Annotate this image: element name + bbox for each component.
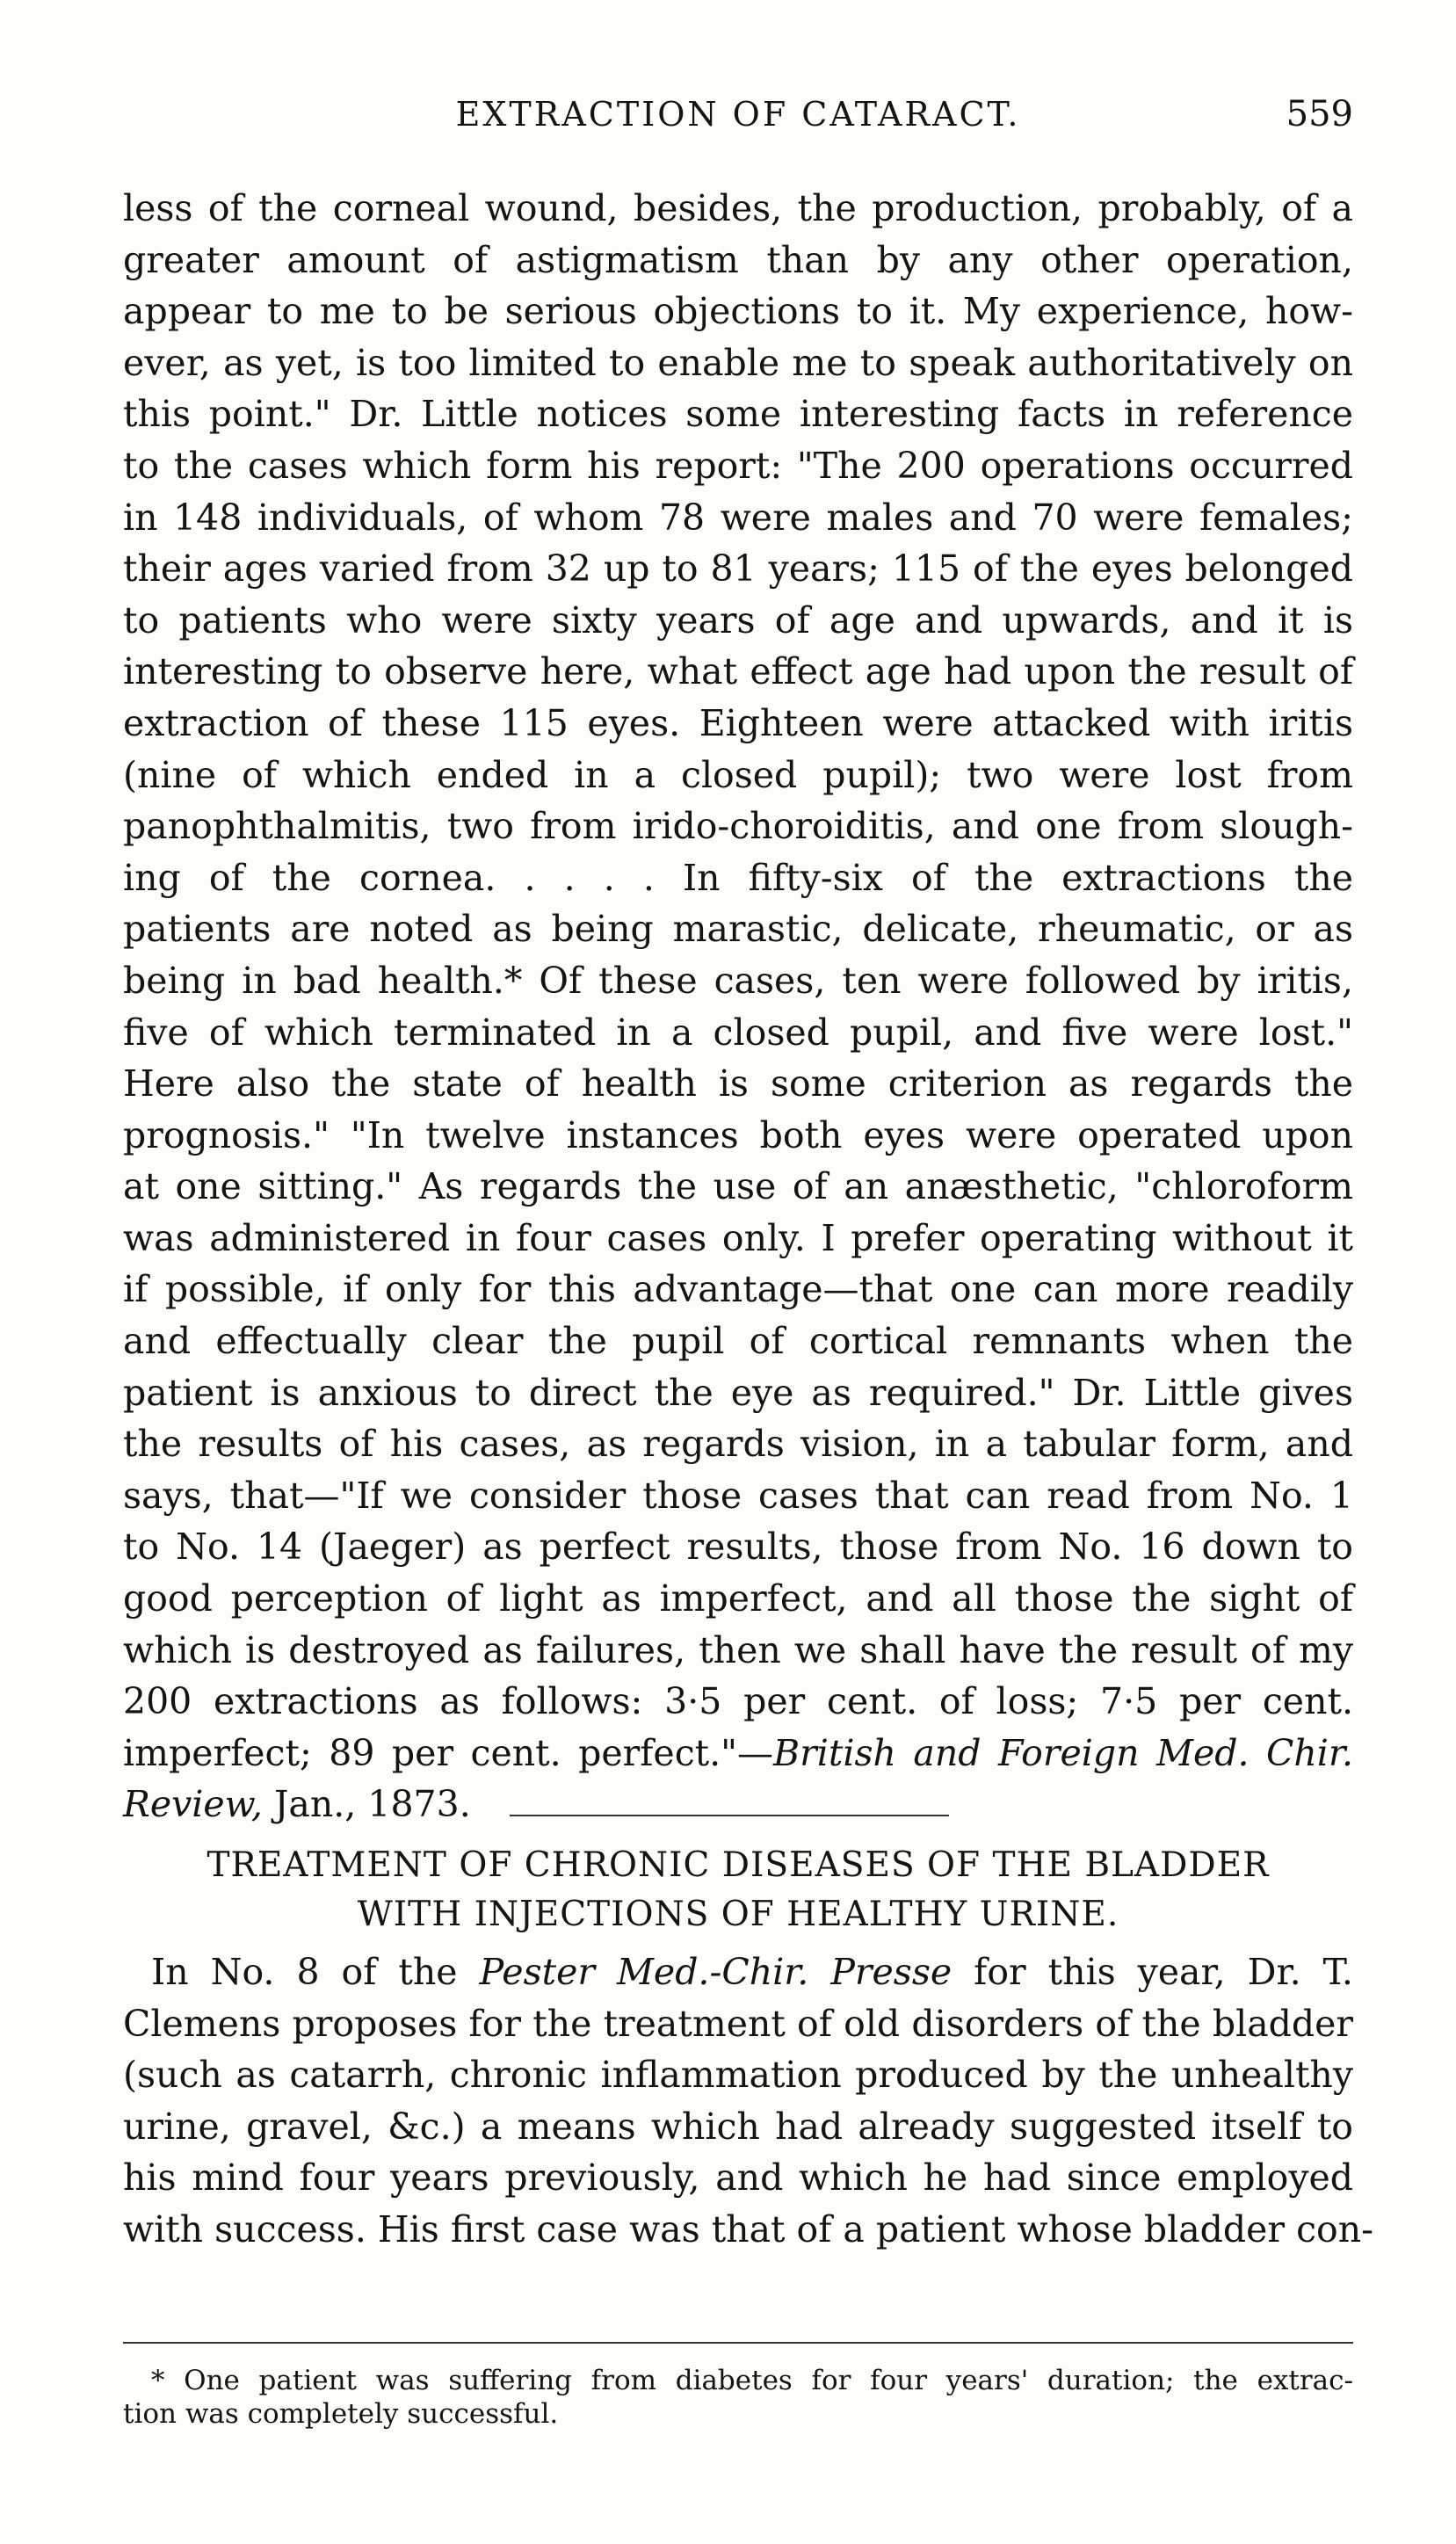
journal-name: Pester Med.-Chir. Presse xyxy=(479,1951,953,1993)
first-line-pre: In No. 8 of the xyxy=(151,1951,458,1993)
text-line: the results of his cases, as regards vision, in a tabular form, and xyxy=(123,1423,1353,1466)
citation-date-line xyxy=(123,1779,1353,1830)
text-line: if possible, if only for this advantage—that one can more readily xyxy=(123,1268,1353,1311)
heading-line-2: WITH INJECTIONS OF HEALTHY URINE. xyxy=(357,1895,1119,1934)
text-line: at one sitting." As regards the use of an anæsthetic, "chloroform xyxy=(123,1165,1353,1208)
text-line: says, that—"If we consider those cases that can read from No. 1 xyxy=(123,1474,1353,1517)
section-heading xyxy=(123,1841,1353,1939)
running-title: EXTRACTION OF CATARACT. xyxy=(455,95,1021,134)
citation-review: Review, xyxy=(123,1783,263,1826)
article-cataract-text xyxy=(123,183,1353,1830)
page-header xyxy=(123,88,1353,141)
page-number: 559 xyxy=(1286,94,1353,134)
footnote xyxy=(123,2364,1353,2431)
text-line: Here also the state of health is some criterion as regards the xyxy=(123,1062,1353,1105)
text-line: his mind four years previously, and which he had since employed xyxy=(123,2156,1353,2200)
text-line: with success. His first case was that of a patient whose bladder con- xyxy=(123,2207,1373,2250)
citation-date: Jan., 1873. xyxy=(273,1783,471,1826)
footnote-line: * One patient was suffering from diabetes for four years' duration; the extrac- xyxy=(151,2365,1353,2396)
text-line: greater amount of astigmatism than by any other operation, xyxy=(123,238,1353,281)
text-line: to the cases which form his report: "The 200 operations occurred xyxy=(123,444,1353,487)
text-line: to No. 14 (Jaeger) as perfect results, those from No. 16 down to xyxy=(123,1526,1353,1569)
text-line: panophthalmitis, two from irido-choroiditis, and one from slough- xyxy=(123,805,1353,848)
text-line: 200 extractions as follows: 3·5 per cent. of loss; 7·5 per cent. xyxy=(123,1680,1353,1723)
text-line: extraction of these 115 eyes. Eighteen were attacked with iritis xyxy=(123,701,1353,744)
text-line: patients are noted as being marastic, delicate, rheumatic, or as xyxy=(123,908,1353,951)
text-line xyxy=(123,1946,1353,1998)
heading-line-1: TREATMENT OF CHRONIC DISEASES OF THE BLADDER xyxy=(206,1845,1270,1885)
text-line: less of the corneal wound, besides, the production, probably, of a xyxy=(123,187,1353,229)
text-line: being in bad health.* Of these cases, ten were followed by iritis, xyxy=(123,959,1353,1002)
text-line: ever, as yet, is too limited to enable me to speak authoritatively on xyxy=(123,341,1353,384)
footnote-line: tion was completely successful. xyxy=(123,2398,559,2430)
citation-journal: British and Foreign Med. Chir. xyxy=(773,1731,1353,1774)
footnote-divider xyxy=(123,2342,1353,2344)
text-line: urine, gravel, &c.) a means which had already suggested itself to xyxy=(123,2105,1353,2148)
text-line: patient is anxious to direct the eye as required." Dr. Little gives xyxy=(123,1371,1353,1414)
text-line: which is destroyed as failures, then we shall have the result of my xyxy=(123,1628,1353,1671)
text-line: to patients who were sixty years of age and upwards, and it is xyxy=(123,598,1353,641)
text-line: five of which terminated in a closed pupil, and five were lost." xyxy=(123,1011,1353,1054)
text-line: interesting to observe here, what effect age had upon the result of xyxy=(123,650,1353,693)
text-line: prognosis." "In twelve instances both eyes were operated upon xyxy=(123,1113,1353,1156)
first-line-post: for this year, Dr. T. xyxy=(974,1951,1353,1993)
text-line: and effectually clear the pupil of cortical remnants when the xyxy=(123,1320,1353,1363)
text-line: was administered in four cases only. I prefer operating without it xyxy=(123,1216,1353,1259)
text-line: ing of the cornea. . . . . In fifty-six of the extractions the xyxy=(123,856,1353,899)
text-line: good perception of light as imperfect, and all those the sight of xyxy=(123,1577,1353,1620)
text-line: Clemens proposes for the treatment of old disorders of the bladder xyxy=(123,2002,1353,2045)
section-divider xyxy=(510,1815,949,1816)
article-bladder-text xyxy=(123,1946,1373,2256)
text-line: appear to me to be serious objections to it. My experience, how- xyxy=(123,290,1353,333)
text-line: their ages varied from 32 up to 81 years; 115 of the eyes belonged xyxy=(123,547,1353,591)
text-line: (such as catarrh, chronic inflammation produced by the unhealthy xyxy=(123,2054,1353,2097)
text-line: (nine of which ended in a closed pupil); two were lost from xyxy=(123,753,1353,796)
text-line: in 148 individuals, of whom 78 were males and 70 were females; xyxy=(123,496,1353,539)
text-line: imperfect; 89 per cent. perfect."— xyxy=(123,1731,774,1774)
text-line: this point." Dr. Little notices some interesting facts in reference xyxy=(123,393,1353,436)
citation-line xyxy=(123,1728,1353,1779)
